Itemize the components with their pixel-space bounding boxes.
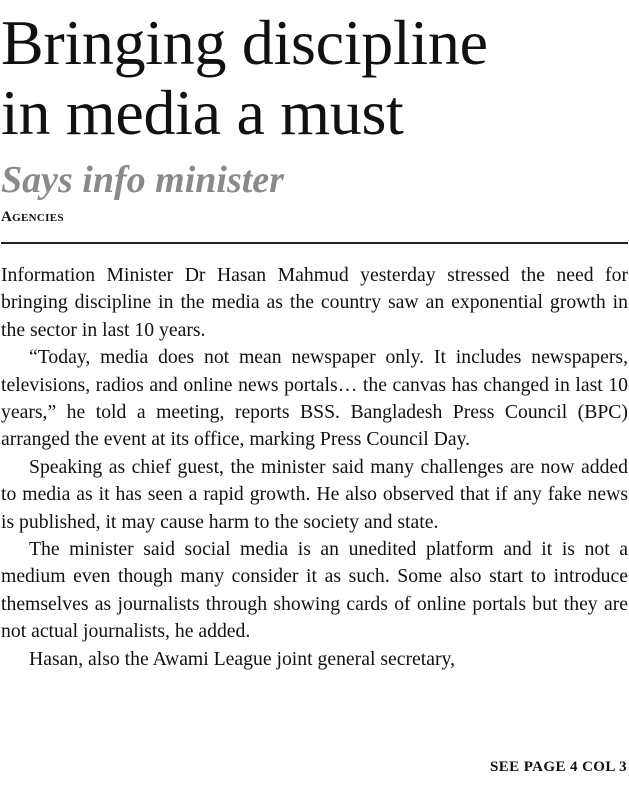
divider-rule xyxy=(1,242,628,244)
paragraph: The minister said social media is an unedited platform and it is not a medium even though many consider it as such. Some also start to introduce themselves as journalists through showing cards of online portals but they are not actual journalists, he added. xyxy=(1,538,628,643)
article-body xyxy=(1,262,628,673)
headline xyxy=(1,8,629,148)
headline-line-1: Bringing discipline xyxy=(1,7,488,78)
paragraph: “Today, media does not mean newspaper only. It includes newspapers, televisions, radios and online news portals… the canvas has changed in last 10 years,” he told a meeting, reports BSS. Bangladesh Press Council (BPC) arranged the event at its office, marking Press Council Day. xyxy=(1,346,628,451)
subheadline: Says info minister xyxy=(1,159,284,201)
continuation-reference: SEE PAGE 4 COL 3 xyxy=(490,759,627,775)
byline: Agencies xyxy=(1,209,64,225)
paragraph: Speaking as chief guest, the minister said many challenges are now added to media as it has seen a rapid growth. He also observed that if any fake news is published, it may cause harm to the society and state. xyxy=(1,455,628,533)
paragraph: Information Minister Dr Hasan Mahmud yesterday stressed the need for bringing discipline in the media as the country saw an exponential growth in the sector in last 10 years. xyxy=(1,264,628,341)
paragraph: Hasan, also the Awami League joint general secretary, xyxy=(29,647,456,670)
headline-line-2: in media a must xyxy=(1,77,404,148)
